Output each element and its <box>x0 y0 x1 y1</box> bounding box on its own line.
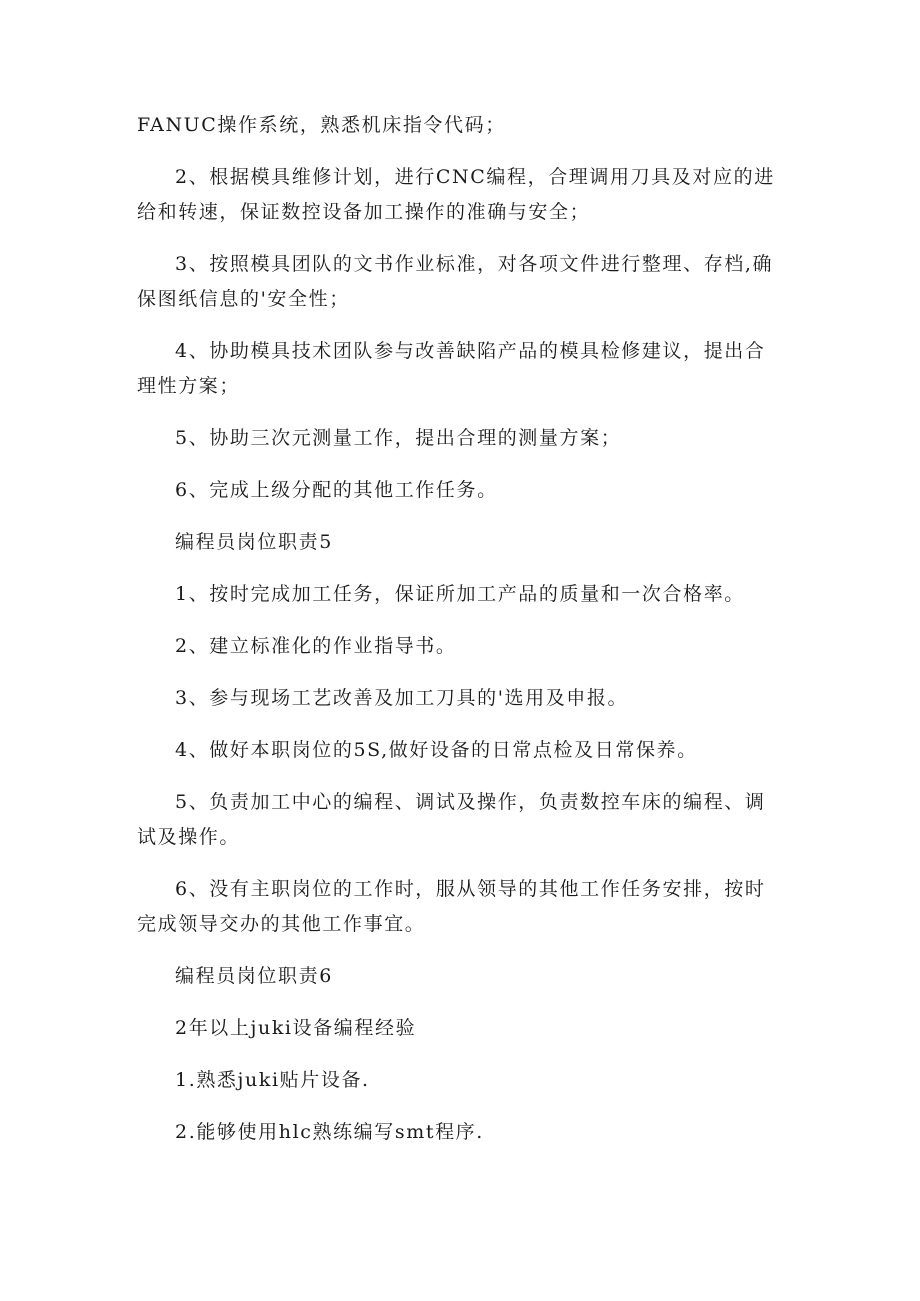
paragraph-item: 2年以上juki设备编程经验 <box>175 1017 417 1039</box>
paragraph-item: 3、按照模具团队的文书作业标准，对各项文件进行整理、存档,确保图纸信息的'安全性； <box>137 253 774 310</box>
paragraph-item: 2.能够使用hlc熟练编写smt程序. <box>175 1121 484 1143</box>
paragraph-item: 6、完成上级分配的其他工作任务。 <box>175 479 498 501</box>
paragraph-item: 2、根据模具维修计划，进行CNC编程，合理调用刀具及对应的进给和转速，保证数控设备加工操作的准确与安全； <box>137 166 775 223</box>
section-heading: 编程员岗位职责6 <box>175 965 333 987</box>
paragraph-item: 5、负责加工中心的编程、调试及操作，负责数控车床的编程、调试及操作。 <box>137 791 766 848</box>
paragraph-item: 2、建立标准化的作业指导书。 <box>175 635 457 657</box>
paragraph-item: 4、协助模具技术团队参与改善缺陷产品的模具检修建议，提出合理性方案； <box>137 340 766 397</box>
paragraph-item: 1、按时完成加工任务，保证所加工产品的质量和一次合格率。 <box>175 583 745 605</box>
paragraph-item: 3、参与现场工艺改善及加工刀具的'选用及申报。 <box>175 687 629 709</box>
paragraph-item: 6、没有主职岗位的工作时，服从领导的其他工作任务安排，按时完成领导交办的其他工作事宜。 <box>137 878 766 935</box>
paragraph-item: 5、协助三次元测量工作，提出合理的测量方案； <box>175 427 622 449</box>
paragraph-continuation: FANUC操作系统，熟悉机床指令代码； <box>137 114 506 136</box>
section-heading: 编程员岗位职责5 <box>175 531 333 553</box>
paragraph-item: 1.熟悉juki贴片设备. <box>175 1069 370 1091</box>
paragraph-item: 4、做好本职岗位的5S,做好设备的日常点检及日常保养。 <box>175 739 698 761</box>
